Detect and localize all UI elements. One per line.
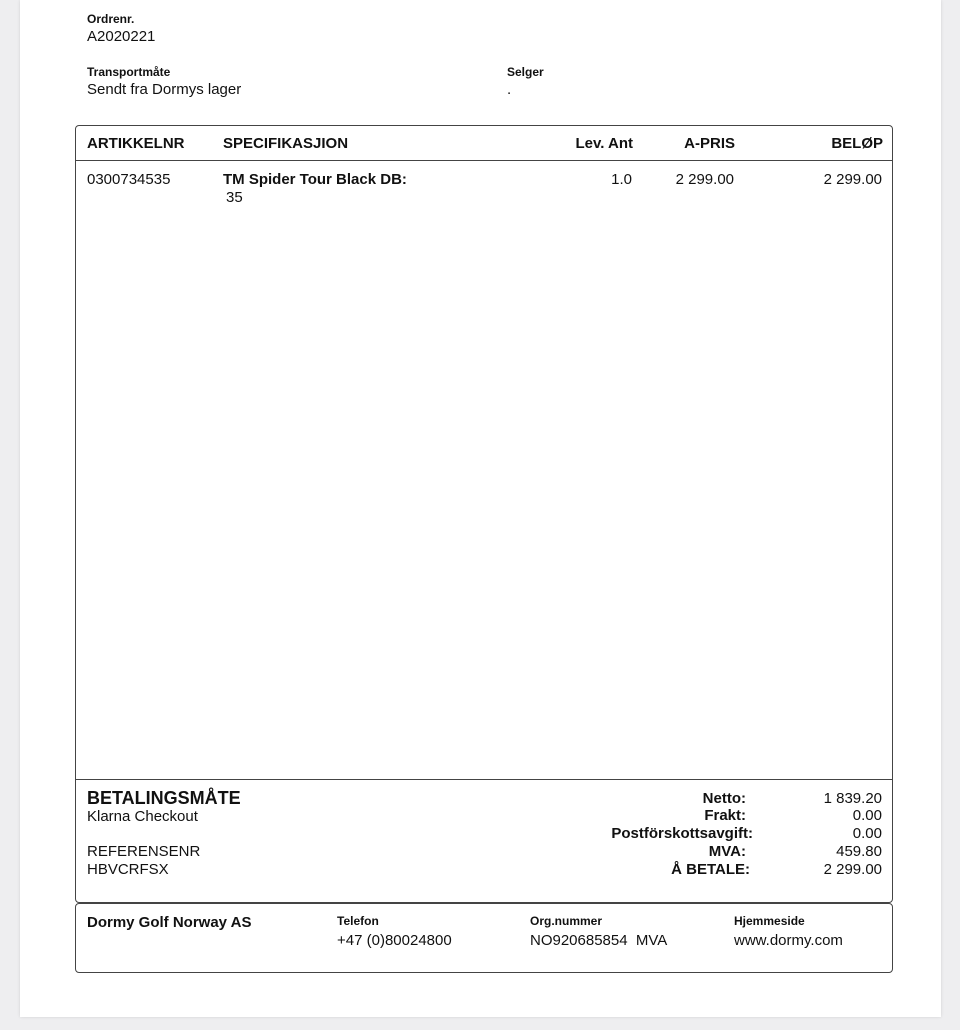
column-header-amount: BELØP xyxy=(831,135,883,152)
seller-value: . xyxy=(507,81,512,98)
column-header-spec: SPECIFIKASJION xyxy=(223,135,349,152)
row-qty: 1.0 xyxy=(611,171,632,188)
order-number-label: Ordrenr. xyxy=(87,12,135,26)
transport-label: Transportmåte xyxy=(87,65,171,79)
total-label: Å BETALE: xyxy=(671,861,750,878)
row-unit-price: 2 299.00 xyxy=(675,171,734,188)
frakt-value: 0.00 xyxy=(852,807,882,824)
row-article: 0300734535 xyxy=(87,171,171,188)
frakt-label: Frakt: xyxy=(704,807,746,824)
phone-value: +47 (0)80024800 xyxy=(337,932,452,949)
seller-label: Selger xyxy=(507,65,544,79)
column-header-article: ARTIKKELNR xyxy=(87,135,185,152)
mva-label: MVA: xyxy=(708,843,746,860)
row-spec-line1: TM Spider Tour Black DB: xyxy=(223,171,407,188)
total-value: 2 299.00 xyxy=(823,861,882,878)
phone-label: Telefon xyxy=(337,914,379,928)
org-label: Org.nummer xyxy=(530,914,603,928)
summary-divider xyxy=(76,779,892,780)
invoice-sheet xyxy=(20,0,941,1017)
row-amount: 2 299.00 xyxy=(823,171,882,188)
netto-value: 1 839.20 xyxy=(823,790,882,807)
payment-method: Klarna Checkout xyxy=(87,808,198,825)
payment-title: BETALINGSMÅTE xyxy=(87,788,241,808)
items-table-frame xyxy=(75,125,893,903)
postforskott-label: Postförskottsavgift: xyxy=(611,825,753,842)
postforskott-value: 0.00 xyxy=(852,825,882,842)
company-name: Dormy Golf Norway AS xyxy=(87,914,252,931)
netto-label: Netto: xyxy=(702,790,746,807)
website-label: Hjemmeside xyxy=(734,914,805,928)
mva-value: 459.80 xyxy=(836,843,882,860)
website-value: www.dormy.com xyxy=(734,932,843,949)
column-header-qty: Lev. Ant xyxy=(575,135,633,152)
order-number-value: A2020221 xyxy=(87,28,156,45)
reference-value: HBVCRFSX xyxy=(87,861,169,878)
transport-value: Sendt fra Dormys lager xyxy=(87,81,242,98)
reference-label: REFERENSENR xyxy=(87,843,201,860)
org-value: NO920685854 MVA xyxy=(530,932,668,949)
column-header-unit-price: A-PRIS xyxy=(684,135,735,152)
header-divider xyxy=(76,160,892,161)
row-spec-line2: 35 xyxy=(226,189,243,206)
